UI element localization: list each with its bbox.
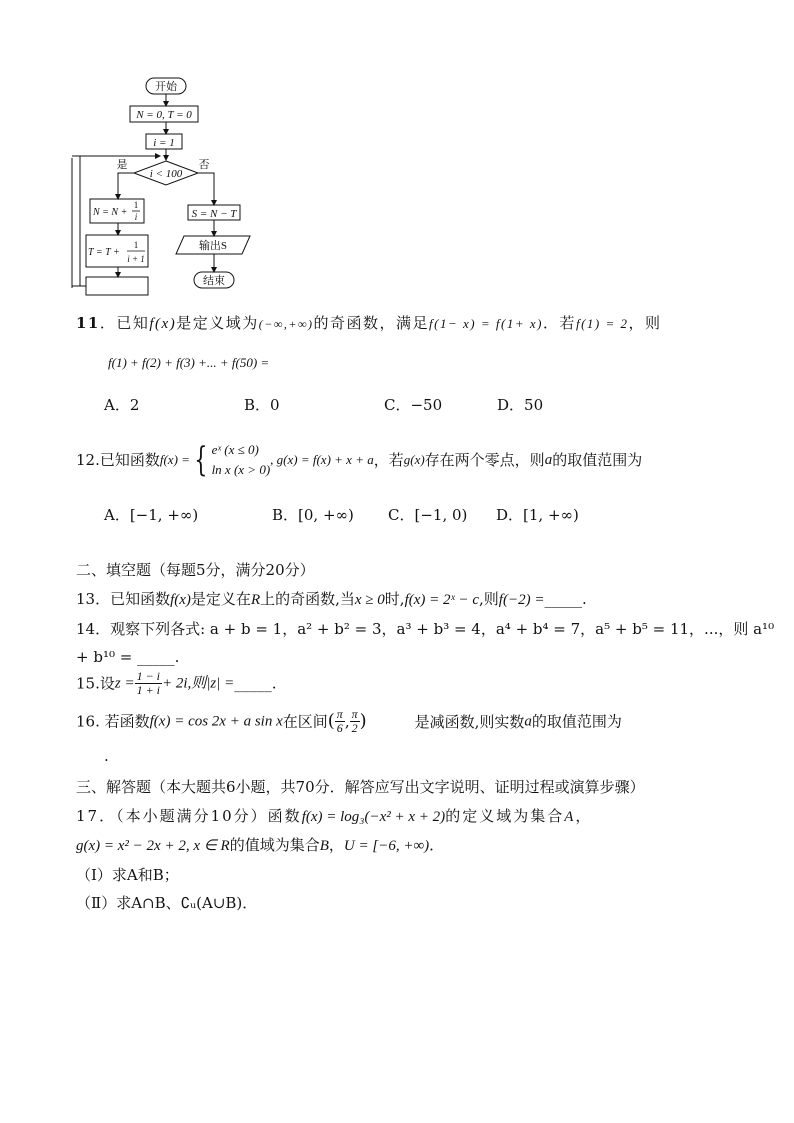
q17-B: B [319,838,329,854]
flow-condition-text: i < 100 [149,168,183,180]
q11-line1 [76,313,662,334]
q17-line2 [76,835,444,856]
q16-hi-den: 2 [351,721,358,735]
q11-number: 11 [76,314,100,332]
flow-output-text: 输出S [198,240,228,252]
q12-g-def: , g(x) = f(x) + x + a [270,452,374,467]
q11-domain: (−∞,+∞) [258,317,314,331]
q13-text-c: 时, [384,590,405,608]
q11-f1: f(1) = 2 [575,316,629,331]
flow-yes-label: 是 [116,159,128,171]
q16-comma: , [344,712,350,731]
q12-a: a [544,452,553,468]
q17-line1 [76,806,592,827]
flowchart [60,70,280,300]
q13-line [76,589,587,610]
q17-comma: ， [575,807,593,825]
q16-lo-den: 6 [336,721,343,735]
q13-text-a: 是定义在 [190,590,251,608]
flow-n-update-num: 1 [133,200,139,210]
q17-formula: f(x) = log₃(−x² + x + 2) [301,809,446,825]
q16-lo [335,708,345,735]
q14-line1: 14．观察下列各式: a + b = 1，a² + b² = 3，a³ + b³ = 4，a⁴ + b⁴ = 7，a⁵ + b⁵ = 11，...，则 a¹⁰ [76,620,775,638]
q15-lead: 15.设 [76,674,115,693]
q11-option-b: B．0 [244,396,280,414]
q12-option-b: B．[0, +∞) [272,506,354,524]
q13-ask: f(−2) = [498,592,545,608]
flow-empty-box [86,277,148,295]
flow-t-update-den: i + 1 [127,254,145,264]
flow-i-text: i = 1 [153,137,175,149]
q12-line [76,440,642,480]
q14-line2: + b¹⁰ = _____. [76,648,180,666]
flow-t-update-text: T = T + [88,247,120,258]
q16-open: ( [327,710,335,732]
q16-hi-num: π [351,707,358,721]
q11-option-a: A．2 [104,396,140,414]
q11-option-c: C．−50 [384,396,443,414]
q11-sum: f(1) + f(2) + f(3) +... + f(50) = [108,355,270,370]
q13-blank: _____. [544,590,587,608]
q17-U: U = [−6, +∞) [343,838,430,854]
q16-hi [350,708,360,735]
q16-lead: 16. 若函数 [76,712,150,731]
q11-option-d: D．50 [497,396,544,414]
q15-line [76,670,277,706]
flow-s-text: S = N − T [191,208,237,220]
q11-text-d: ．若 [542,314,576,332]
q17-g: g(x) = x² − 2x + 2, x ∈ R [76,838,230,854]
q12-option-c: C．[−1, 0) [388,506,468,524]
q13-lead: 13．已知函数 [76,590,171,608]
flow-no-label: 否 [198,159,210,171]
q11-cond: f(1− x) = f(1+ x) [429,316,543,331]
q12-text-c: 的取值范围为 [552,451,643,469]
q12-text-b: 存在两个零点，则 [424,451,545,469]
q17-lead: 17．（本小题满分10分）函数 [76,807,302,825]
q11-fx: f(x) [149,316,177,332]
q15-fraction [135,670,162,697]
q15-rest: + 2i,则 [162,675,207,692]
q15-blank: _____. [234,674,277,693]
q11-text-b: 是定义域为 [176,314,259,332]
q13-fx: f(x) [170,592,191,608]
q17-text-c: ， [328,836,344,854]
q12-case1: eˣ (x ≤ 0) [211,442,259,457]
q13-cond: x ≥ 0 [354,592,385,608]
q16-line [76,708,622,744]
q15-den: 1 + i [136,683,161,697]
q16-text-c: 的取值范围为 [531,712,622,731]
q17-part1: （Ⅰ）求A和B； [76,866,179,884]
flow-end-text: 结束 [203,275,225,287]
q15-num: 1 − i [136,669,161,683]
flow-start-text: 开始 [155,81,177,93]
q15-z: z = [114,675,135,692]
q12-brace: { [194,440,208,480]
q12-option-a: A．[−1, +∞) [104,506,199,524]
q16-close: ) [359,710,367,732]
q15-absz: |z| = [206,675,235,692]
q16-formula: f(x) = cos 2x + a sin x [149,713,283,730]
q11-text-a: ．已知 [99,314,150,332]
section2-heading: 二、填空题（每题5分，满分20分） [76,561,315,579]
q11-text-e: ，则 [628,314,662,332]
q12-option-d: D．[1, +∞) [496,506,579,524]
q16-dot: . [104,747,109,765]
q13-R: R [250,592,261,608]
q17-text-b: 的值域为集合 [229,836,320,854]
q11-text-c: 的奇函数，满足 [313,314,430,332]
flow-n-update-den: i [134,212,138,222]
q17-part2: （Ⅱ）求A∩B、∁ᵤ(A∪B)． [76,894,258,912]
flow-init-text: N = 0, T = 0 [136,109,192,121]
q17-A: A [564,809,576,825]
q12-lead: 12.已知函数 [76,451,160,469]
section3-heading: 三、解答题（本大题共6小题，共70分．解答应写出文字说明、证明过程或演算步骤） [76,778,645,796]
q16-lo-num: π [336,707,343,721]
q16-text-b: 是减函数,则实数 [414,712,525,731]
q12-gx: g(x) [403,452,425,467]
flow-n-update-text: N = N + [93,207,128,218]
q12-cases [212,440,271,480]
q17-end: ． [429,836,445,854]
flow-t-update-num: 1 [133,240,139,250]
q12-fx-eq: f(x) = [159,452,190,467]
q16-text-a: 在区间 [282,712,328,731]
q12-text-a: ，若 [373,451,404,469]
q13-formula: f(x) = 2ˣ − c [404,592,480,608]
q13-text-b: 上的奇函数,当 [260,590,355,608]
q16-a: a [524,713,532,730]
q12-case2: ln x (x > 0) [211,462,271,477]
q13-text-d: ,则 [479,590,499,608]
q17-text-a: 的定义域为集合 [445,807,565,825]
